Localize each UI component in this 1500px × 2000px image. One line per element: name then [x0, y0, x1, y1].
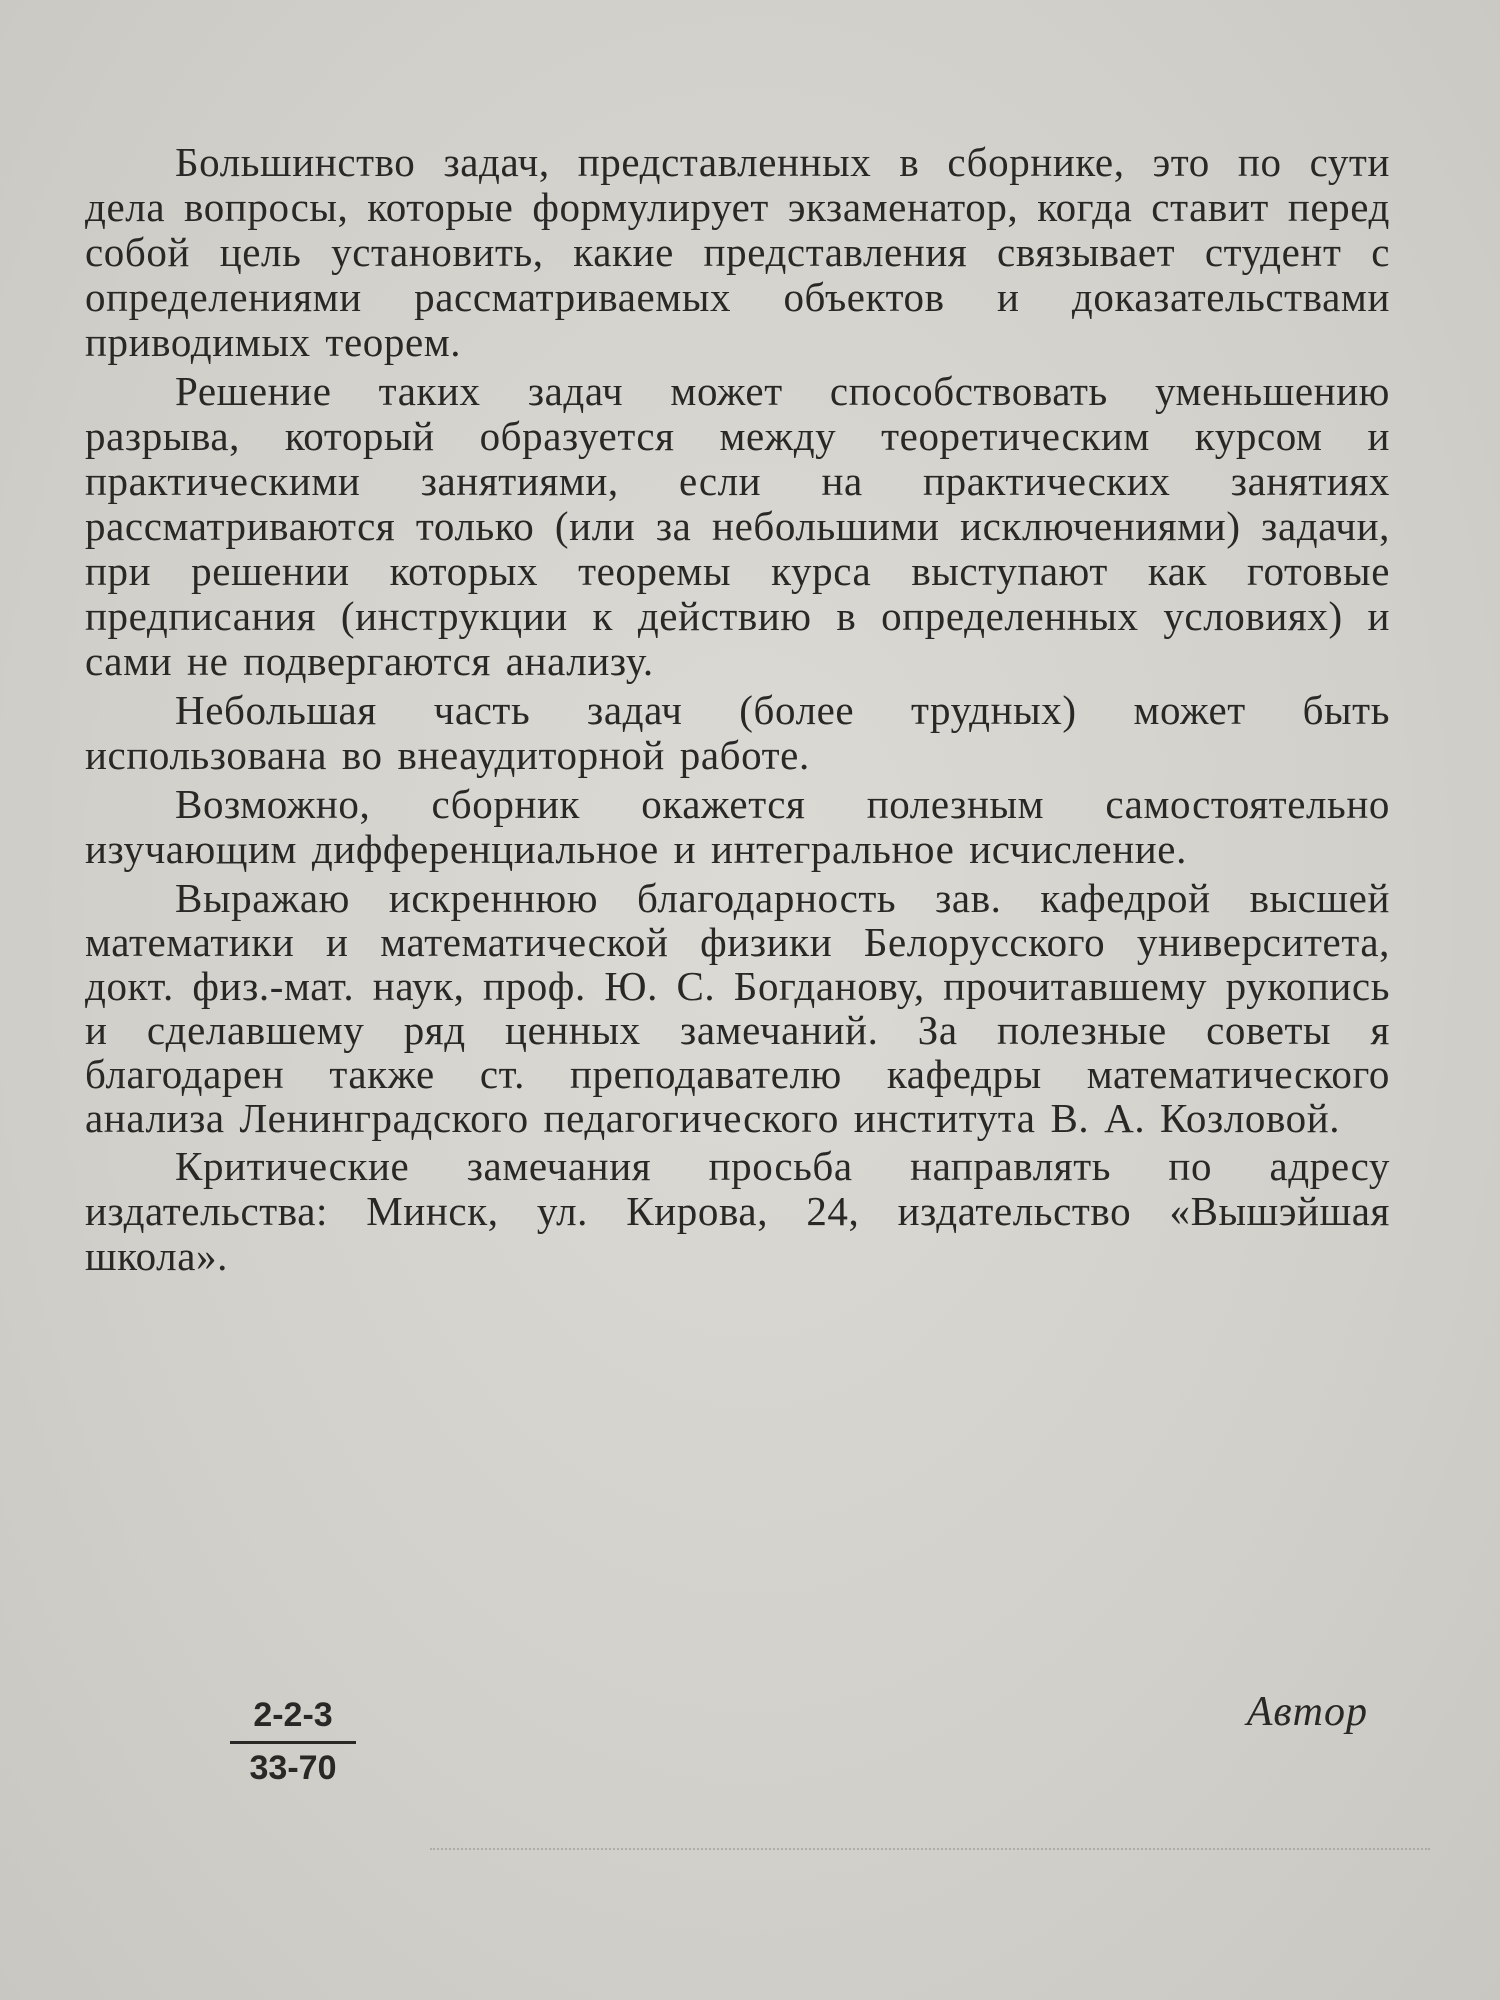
paragraph-acknowledgements: Выражаю искреннюю благодарность зав. кафедрой высшей математики и математической физики Белорусского университета, докт. физ.-мат. наук, проф. Ю. С. Богданову, прочитавшему рукопись и сделавшему ряд ценных замечаний. За полезные советы я благодарен также ст. преподавателю кафедры математического анализа Ленинградского педагогического института В. А. Козловой. [85, 875, 1390, 1141]
catalog-code [238, 1695, 348, 1788]
paragraph-tasks-purpose: Большинство задач, представленных в сборнике, это по сути дела вопросы, которые формулирует экзаменатор, когда ставит перед собой цель установить, какие представления связывает студент с определениями рассматриваемых объектов и доказательствами приводимых теорем. [85, 139, 1390, 365]
paragraph-harder-tasks: Небольшая часть задач (более трудных) может быть использована во внеаудиторной работе. [85, 687, 1390, 778]
author-signature: Автор [1246, 1689, 1368, 1735]
paragraph-solving-tasks: Решение таких задач может способствовать уменьшению разрыва, который образуется между теоретическим курсом и практическими занятиями, если на практических занятиях рассматриваются только (или за небольшими исключениями) задачи, при решении которых теоремы курса выступают как готовые предписания (инструкции к действию в определенных условиях) и сами не подвергаются анализу. [85, 368, 1390, 684]
page-print-speckle [430, 1848, 1430, 1851]
catalog-code-denominator: 33-70 [249, 1749, 337, 1787]
catalog-code-numerator: 2-2-3 [253, 1696, 333, 1734]
paragraph-publisher-address: Критические замечания просьба направлять по адресу издательства: Минск, ул. Кирова, 24, издательство «Вышэйшая школа». [85, 1143, 1390, 1279]
paragraph-self-study: Возможно, сборник окажется полезным самостоятельно изучающим дифференциальное и интегральное исчисление. [85, 781, 1390, 872]
preface-text [85, 140, 1390, 1279]
